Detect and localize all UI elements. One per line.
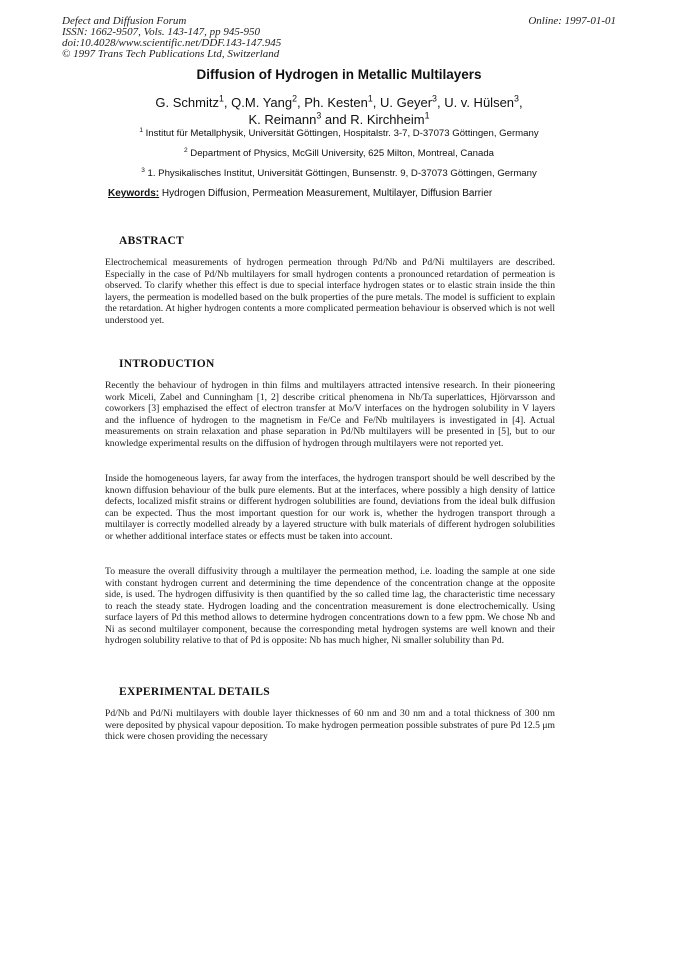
- journal-name: Defect and Diffusion Forum: [62, 15, 187, 27]
- author-name: U. v. Hülsen: [444, 95, 515, 110]
- author-name: Q.M. Yang: [231, 95, 293, 110]
- author-separator: ,: [372, 95, 381, 110]
- affiliation-3: [0, 168, 678, 179]
- author-affiliation-mark: 2: [292, 93, 298, 104]
- abstract-paragraph: Electrochemical measurements of hydrogen permeation through Pd/Nb and Pd/Ni multilayers are described. Especially in the case of Pd/Nb multilayers for small hydrogen contents a pronounced retardation of permeation is observed. To clarify whether this effect is due to special interface hydrogen states or to elastic strain inside the thin layers, the permeation is modelled based on the bulk properties of the pure metals. The model is sufficient to explain the retardation. At higher hydrogen contents a more complicated permeation behaviour is observed which is not well understood yet.: [105, 257, 555, 326]
- introduction-paragraph: To measure the overall diffusivity through a multilayer the permeation method, i.e. loading the sample at one side with constant hydrogen current and determining the time dependence of the concentration change at the opposite side, is used. The hydrogen diffusivity is then quantified by the so called time lag, the characteristic time necessary to reach the steady state. Hydrogen loading and the concentration measurement is done electrochemically. Using surface layers of Pd this method allows to determine hydrogen concentrations down to a few ppm. We chose Nb and Ni as second multilayer component, because the corresponding metal hydrogen systems are well known and their hydrogen solubility relative to that of Pd is opposite: Nb has much higher, Ni smaller solubility than Pd.: [105, 566, 555, 646]
- keywords-text: Hydrogen Diffusion, Permeation Measurement, Multilayer, Diffusion Barrier: [161, 188, 493, 199]
- affiliation-mark: 1: [139, 126, 143, 134]
- author-name: R. Kirchheim: [350, 112, 425, 127]
- author-separator: ,: [436, 95, 445, 110]
- author-separator: ,: [297, 95, 305, 110]
- doi-link[interactable]: doi:10.4028/www.scientific.net/DDF.143-147.945: [62, 37, 282, 49]
- affiliation-2: [0, 148, 678, 159]
- author-item: [248, 112, 350, 127]
- author-separator: ,: [518, 95, 523, 110]
- affiliation-text: 1. Physikalisches Institut, Universität Göttingen, Bunsenstr. 9, D-37073 Göttingen, Germany: [147, 168, 537, 179]
- author-affiliation-mark: 1: [424, 110, 430, 121]
- author-name: K. Reimann: [248, 112, 317, 127]
- introduction-paragraph: Inside the homogeneous layers, far away from the interfaces, the hydrogen transport should be well described by the known diffusion behaviour of the bulk pure elements. But at the interfaces, where possibly a high density of lattice defects, localized misfit strains or different hydrogen solubilities are found, deviations from the ideal bulk diffusion can be expected. Thus the most important question for our work is, whether the hydrogen transport through a multilayer is correctly modelled already by a layered structure with bulk materials of different hydrogen solubilities or whether additional interface states or effects must be taken into account.: [105, 473, 555, 542]
- affiliation-mark: 2: [183, 146, 188, 154]
- keywords-label: Keywords:: [108, 188, 160, 199]
- author-separator: ,: [223, 95, 232, 110]
- author-affiliation-mark: 3: [432, 93, 437, 104]
- section-heading-abstract: ABSTRACT: [119, 235, 185, 247]
- paper-title: Diffusion of Hydrogen in Metallic Multilayers: [196, 67, 482, 82]
- header-citation: [62, 16, 281, 60]
- author-affiliation-mark: 3: [316, 110, 322, 121]
- section-heading-experimental: EXPERIMENTAL DETAILS: [119, 686, 270, 698]
- author-item: [155, 95, 231, 110]
- author-item: [380, 95, 444, 110]
- keywords: [108, 188, 492, 199]
- affiliation-1: [0, 128, 678, 139]
- affiliation-mark: 3: [141, 166, 145, 174]
- copyright-line: © 1997 Trans Tech Publications Ltd, Switzerland: [62, 48, 280, 60]
- affiliation-text: Department of Physics, McGill University, 625 Milton, Montreal, Canada: [190, 148, 495, 159]
- online-date: Online: 1997-01-01: [528, 15, 616, 27]
- experimental-paragraph: Pd/Nb and Pd/Ni multilayers with double layer thicknesses of 60 nm and 30 nm and a total thickness of 300 nm were deposited by physical vapour deposition. To make hydrogen permeation possible substrates of pure Pd 12.5 μm thick were chosen providing the necessary: [105, 708, 555, 742]
- author-affiliation-mark: 1: [367, 93, 373, 104]
- author-separator: and: [321, 112, 351, 127]
- affiliation-text: Institut für Metallphysik, Universität Göttingen, Hospitalstr. 3-7, D-37073 Göttingen, Germany: [145, 128, 539, 139]
- introduction-paragraph: Recently the behaviour of hydrogen in thin films and multilayers attracted intensive research. In their pioneering work Miceli, Zabel and Cunningham [1, 2] describe critical phenomena in Nb/Ta superlattices, Hjörvarsson and coworkers [3] emphazised the effect of electron transfer at Mo/V interfaces on the hydrogen solubility in V layers and the influence of hydrogen to the magnetism in Fe/Ce and Fe/Nb multilayers is investigated in [4]. Actual measurements on strain relaxation and phase separation in Pd/Nb multilayers will be presented in [5], but to our knowledge experimental results on the diffusion of hydrogen through multilayers were not reported yet.: [105, 380, 555, 449]
- author-item: [231, 95, 304, 110]
- author-item: [444, 95, 522, 110]
- author-affiliation-mark: 1: [219, 93, 224, 104]
- author-item: [350, 112, 429, 127]
- author-list: [60, 94, 618, 128]
- author-name: Ph. Kesten: [304, 95, 368, 110]
- author-item: [304, 95, 380, 110]
- author-name: G. Schmitz: [155, 95, 219, 110]
- author-affiliation-mark: 3: [514, 93, 519, 104]
- section-heading-introduction: INTRODUCTION: [119, 358, 215, 370]
- issn-line: ISSN: 1662-9507, Vols. 143-147, pp 945-950: [62, 26, 260, 38]
- author-name: U. Geyer: [380, 95, 433, 110]
